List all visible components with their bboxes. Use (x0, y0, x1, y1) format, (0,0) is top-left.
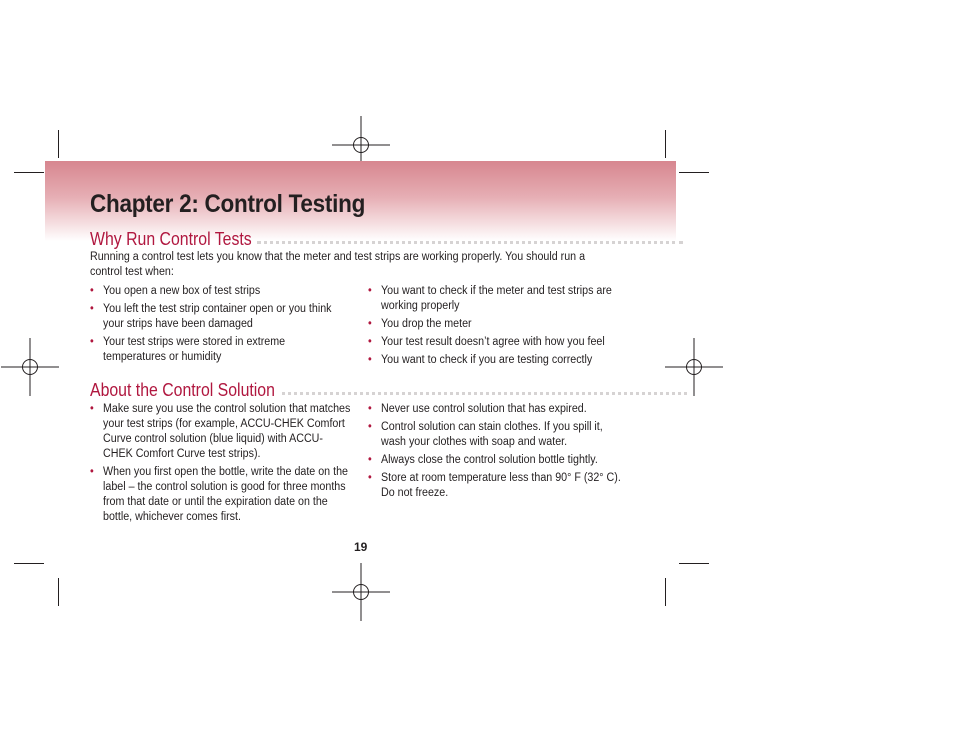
registration-mark-icon (1, 338, 59, 396)
why-list-right (368, 284, 632, 371)
crop-mark (665, 578, 666, 606)
intro-paragraph: Running a control test lets you know that the meter and test strips are working properly. You should run a control test when: (90, 251, 586, 278)
list-item: • Never use control solution that has expired. (368, 402, 623, 417)
heading-dotted-rule (282, 392, 687, 395)
list-item: • Control solution can stain clothes. If you spill it, wash your clothes with soap and water. (368, 420, 623, 450)
section-heading-why: Why Run Control Tests (90, 229, 252, 249)
crop-mark (679, 172, 709, 173)
registration-mark-icon (332, 563, 390, 621)
list-item: • You want to check if you are testing correctly (368, 353, 632, 368)
list-item: • When you first open the bottle, write the date on the label – the control solution is good for three months from that date or until the expiration date on the bottle, whichever comes first. (90, 465, 350, 525)
crop-mark (665, 130, 666, 158)
section-heading-solution: About the Control Solution (90, 380, 275, 400)
list-item: • Store at room temperature less than 90° F (32° C). Do not freeze. (368, 471, 623, 501)
chapter-title: Chapter 2: Control Testing (90, 190, 366, 218)
list-item: • You open a new box of test strips (90, 284, 349, 299)
page-number: 19 (354, 540, 368, 554)
list-item: • You left the test strip container open or you think your strips have been damaged (90, 302, 349, 332)
crop-mark (58, 130, 59, 158)
list-item: • You want to check if the meter and test strips are working properly (368, 284, 632, 314)
solution-list-right (368, 402, 623, 504)
registration-mark-icon (665, 338, 723, 396)
crop-mark (14, 563, 44, 564)
list-item: • Always close the control solution bottle tightly. (368, 453, 623, 468)
solution-list-left (90, 402, 350, 528)
list-item: • Your test strips were stored in extreme temperatures or humidity (90, 335, 349, 365)
list-item: • Make sure you use the control solution that matches your test strips (for example, ACCU-CHEK Comfort Curve control solution (blue liquid) with ACCU-CHEK Comfort Curve test strips). (90, 402, 350, 462)
crop-mark (58, 578, 59, 606)
list-item: • Your test result doesn’t agree with how you feel (368, 335, 632, 350)
heading-dotted-rule (257, 241, 683, 244)
list-item: • You drop the meter (368, 317, 632, 332)
crop-mark (14, 172, 44, 173)
why-list-left (90, 284, 349, 368)
crop-mark (679, 563, 709, 564)
